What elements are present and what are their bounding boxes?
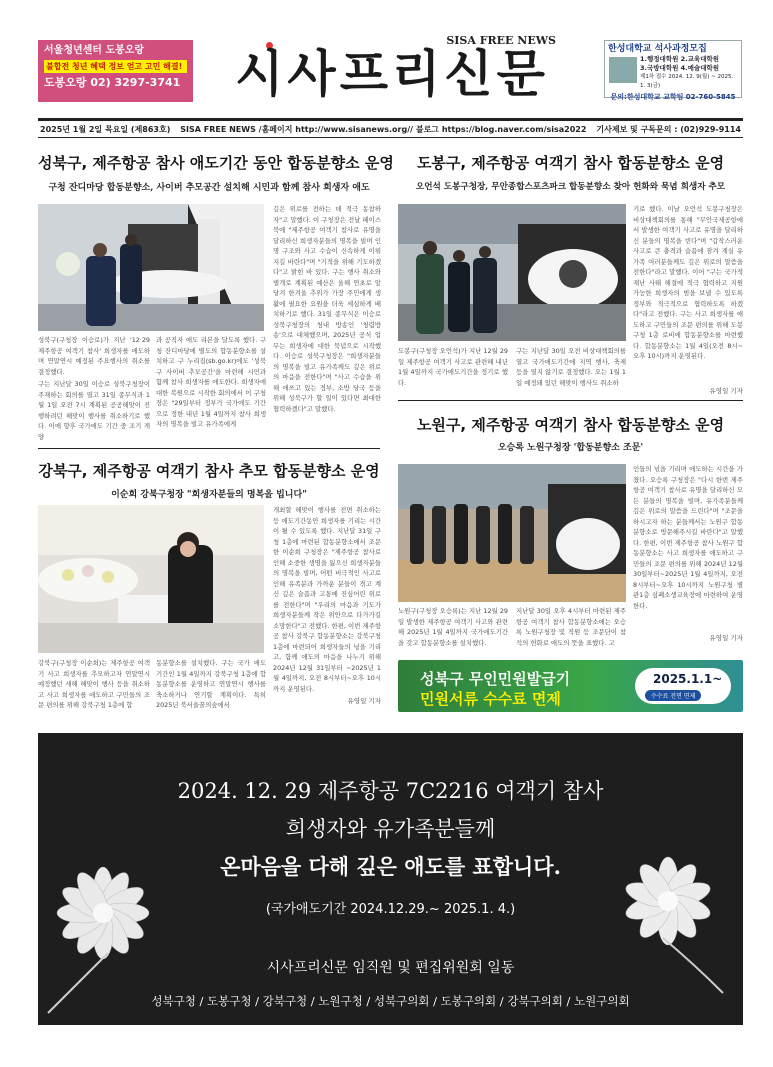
headline-gangbuk[interactable]: 강북구, 제주항공 여객기 참사 추모 합동분향소 운영 xyxy=(38,462,380,480)
article-nowon-col3: 인들의 넋을 기리며 애도하는 시간을 가졌다. 오승록 구청장은 "다시 한번 제주항공 여객기 참사로 유명을 달리하신 모든 분들의 명복을 빌며, 유가족분들께 깊은 위로의 말씀을 드린다"며 "조문을 하시고자 하는 분들께서는 노원구 합동분향소로 방문해주시길 바란다"고 말했다. 한편, 이번 제주항공 참사 노원구 합동분향소는 사고 희생자를 애도하고 구민들의 조문 편의를 위해 2024년 12월 30일부터~2025년 1월 4일까지, 오전 8시부터~오후 10시까지 노원구청 별관1층 심폐소생교육장에 마련하여 운영한다. xyxy=(633,465,743,610)
issue-date: 2025년 1월 2일 목요일 (제863호) xyxy=(40,124,171,134)
condolence-notice xyxy=(38,733,743,1025)
article-nowon-col2: 지난달 30일 오후 4시부터 마련된 제주항공 여객기 참사 합동분향소에는 오승록 노원구청장 및 직원 등 조문단이 참석의 헌화로 애도의 뜻을 표했다. 고 xyxy=(516,607,626,647)
subhead-dobong: 오언석 도봉구청장, 무안종합스포츠파크 합동분향소 찾아 헌화와 묵념 희생자 추모 xyxy=(415,182,726,192)
photo-seongbuk-memorial[interactable] xyxy=(38,204,264,331)
ad-seoul-youth-center[interactable] xyxy=(38,40,193,102)
article-gangbuk-col2: 동분향소를 설치했다. 구는 국가 애도 기간인 1월 4일까지 강북구청 1층에 합동분향소를 운영하고 연말연시 행사를 축소하거나 연기할 계획이다. 특히 2025년 북서울꿈의숲에서 xyxy=(156,659,266,709)
photo-dobong-memorial[interactable] xyxy=(398,204,626,341)
headline-dobong[interactable]: 도봉구, 제주항공 여객기 참사 합동분향소 운영 xyxy=(416,154,725,172)
article-seongbuk-col2: 과 공직자 애도 리본을 달도록 했다. 구청 잔디마당에 별도의 합동분향소를 설치하고 구 누리집(sb.go.kr)에도 '성북구 사이버 추모공간'을 마련해 시민과 함께 참사 희생자를 애도한다. 희생자에 대한 복원으로 시작한 회의에서 이 구청장은 "29일부터 정부가 국가애도 기간으로 정한 내년 1월 4일까지 참사 희생자의 명복을 빌고 유가족에게 xyxy=(156,336,266,428)
condolence-orgs: 성북구청 / 도봉구청 / 강북구청 / 노원구청 / 성북구의회 / 도봉구의회 / 강북구의회 / 노원구의회 xyxy=(151,994,630,1008)
banner-date: 2025.1.1~ xyxy=(653,672,723,686)
article-dobong-col3: 기로 했다. 이날 오언석 도봉구청장은 비상대책회의를 통해 "무안국제공항에서 발생한 여객기 사고로 유명을 달리하신 분들의 명복을 빈다"며 "갑작스러운 사고로 큰 충격과 슬픔에 잠겨 계실 유가족 여러분들께도 깊은 위로의 말씀을 전한다"라고 말했다. 이어 "구는 국가적 재난 사태 해결에 적극 협력하고 지원 가능한 희생자의 범을 보낼 수 있도록 정부와 적극적으로 협력하도록 하겠다"라고 전했다. 구는 사고 희생자를 애도하고 구민들의 조문 편의를 위해 도봉구청 1층 로비에 합동분향소를 마련했다. 합동분향소는 1월 4일(오전 8시~오후 10시)까지 운영된다. xyxy=(633,205,743,360)
chrysanthemum-left-icon xyxy=(38,863,178,1013)
article-dobong-col2: 구는 지난달 30일 오전 비상대책회의를 열고 국가애도기간에 지역 행사, 축제 등을 열지 않기로 결정했다. 오는 1월 1일 예정돼 있던 해맞이 행사도 취소하 xyxy=(516,347,626,387)
masthead[interactable] xyxy=(222,34,562,106)
mourning-period: (국가애도기간 2024.12.29.~ 2025.1. 4.) xyxy=(265,902,516,917)
website-info[interactable]: SISA FREE NEWS /홈페이지 http://www.sisanews.org// 블로그 https://blog.naver.com/sisa2022 xyxy=(180,124,587,134)
masthead-title: 시사프리신문 xyxy=(235,45,549,103)
ad-right-title: 한성대학교 석사과정모집 xyxy=(608,44,707,54)
ad-left-slogan: 불합전 청년 혜택 정보 얻고 고민 해결! xyxy=(44,60,187,73)
photo-nowon-memorial[interactable] xyxy=(398,464,626,602)
ad-left-phone: 도봉오랑 02) 3297-3741 xyxy=(44,76,181,89)
caption-dobong: 도봉구(구청장 오언석)가 지난 12월 29일 제주항공 여객기 사고로 관련해 내년 1월 4일까지 국가애도기간을 정기로 했다. xyxy=(398,347,508,387)
headline-nowon[interactable]: 노원구, 제주항공 여객기 참사 합동분향소 운영 xyxy=(416,416,725,434)
headline-seongbuk[interactable]: 성북구, 제주항공 참사 애도기간 동안 합동분향소 운영 xyxy=(38,154,394,172)
banner-subtitle: 민원서류 수수료 면제 xyxy=(420,690,561,708)
condolence-line3: 온마음을 다해 깊은 애도를 표합니다. xyxy=(220,854,561,879)
byline-gangbuk: 유영일 기자 xyxy=(347,697,381,705)
caption-gangbuk: 강북구(구청장 이순희)는 제주항공 여객기 사고 희생자를 추모하고자 연말연시 예정했던 새해 해맞이 행사 등을 취소하고 사고 희생자를 애도하고 구민들의 조문 편의를 위해 강북구청 1층에 합 xyxy=(38,659,150,709)
banner-title: 성북구 무인민원발급기 xyxy=(420,670,571,688)
masthead-english: SISA FREE NEWS xyxy=(446,34,556,47)
caption-seongbuk: 성북구(구청장 이승로)가 지난 '12·29 제주항공 여객기 참사' 희생자를 애도하며 연말연시 예정된 주요행사의 취소를 결정했다. xyxy=(38,336,150,376)
ad-right-contact: 문의:한성대학교 교학팀 02-760-5845 xyxy=(610,93,736,101)
subhead-seongbuk: 구청 잔디마당 합동분향소, 사이버 추모공간 설치해 시민과 함께 참사 희생자 애도 xyxy=(48,183,370,193)
article-gangbuk-col3: 개최할 해맞이 행사를 전면 취소하는 등 애도기간동안 희생자를 기리는 시간이 될 수 있도록 했다. 지난달 31일 구청 1층에 마련된 합동분향소에서 조문한 이순희 구청장은 "제주항공 참사로 인해 소중한 생명을 잃으신 희생자분들의 명복을 빌며, 어떤 비극적인 사고로 인해 유족분과 가까운 분들이 겪고 계신 깊은 슬픔과 고통에 진심어린 위로를 전한다"며 "우리의 마음과 기도가 희생자분들께 작은 위안으로 다가가길 소망한다"고 전했다. 한편, 이번 제주항공 참사 강북구 합동분향소는 강북구청 1층에 마련되어 희생자들의 넋을 기리고, 함께 애도의 마음을 나누기 위해 2024년 12월 31일부터 ~2025년 1월 4일까지, 오전 8시부터~오후 10시까지 운영된다. xyxy=(273,506,381,693)
condolence-line1: 2024. 12. 29 제주항공 7C2216 여객기 참사 xyxy=(177,779,604,803)
caption-nowon: 노원구(구청장 오승록)는 지난 12월 29일 발생한 제주항공 여객기 사고와 관련해 2025년 1월 4일까지 국가애도기간을 갖고 합동분향소를 설치했다. xyxy=(398,607,508,647)
ad-hansung-university[interactable] xyxy=(604,40,742,101)
banner-tag: 수수료 전면 면제 xyxy=(645,690,701,701)
divider xyxy=(398,400,743,401)
ad-right-line: 제1차 접수 2024. 12. 9(월) ~ 2025. 1. 3(금) xyxy=(640,74,734,89)
ad-right-line: 3.국방대학원 4.예술대학원 xyxy=(640,64,720,72)
dateline-bar xyxy=(38,118,743,138)
subhead-gangbuk: 이순희 강북구청장 "희생자분들의 명복을 빕니다" xyxy=(111,490,307,500)
body-seongbuk-a: 구는 지난달 30일 이승로 성북구청장이 주재하는 회의를 열고 31일 종무식과 1월 1일 오전 7시 계획된 공공해맞이 진행하려던 해맞이 행사를 취소하기로 했다. 이에 향후 국가애도 기간 중 조기 게양 xyxy=(38,380,150,441)
condolence-line2: 희생자와 유가족분들께 xyxy=(285,817,496,841)
ad-left-title: 서울청년센터 도봉오랑 xyxy=(44,45,145,56)
ad-right-line: 1.행정대학원 2.교육대학원 xyxy=(640,55,720,63)
ad-right-photo xyxy=(609,57,637,83)
condolence-sender: 시사프리신문 임직원 및 편집위원회 일동 xyxy=(266,960,515,976)
contact-info: 기사제보 및 구독문의 : (02)929-9114 xyxy=(596,124,741,134)
divider xyxy=(38,448,380,449)
chrysanthemum-right-icon xyxy=(603,853,743,1003)
photo-gangbuk-memorial[interactable] xyxy=(38,505,264,653)
article-seongbuk-col3: 깊은 위로를 전하는 데 적극 동참하자"고 말했다. 이 구청장은 전날 페이스북에 "제주항공 여객기 참사로 유명을 달리하신 희생자분들의 명복을 빌며 인명 구조와 사고 수습이 신속하게 이뤄지길 바란다"며 "기적을 위해 기도하겠다"고 밝힌 바 있다. 구는 행사 취소와 별개로 계획된 예산은 올해 연초로 앞당겨 한겨울 추위가 가장 주민에게 생활에 필요한 요원을 더욱 세심하게 배치하기로 했다. 31일 종무식은 이승로 성북구청장의 청내 방송인 '청렴방송'으로 대체했으며, 2025년 공식 업무는 희생자에 대한 묵념으로 시작했다. 이승로 성북구청장은 "희생자분들의 명복을 빌고 유가족께도 깊은 위로의 마음을 전한다"며 "사고 수습을 위해 애쓰고 있는 정부, 소방 당국 등을 위해 성북구가 할 일이 있다면 최대한 협력하겠다"고 말했다. xyxy=(273,205,381,413)
byline-dobong: 유영일 기자 xyxy=(709,387,743,395)
ad-seongbuk-kiosk-banner[interactable] xyxy=(398,660,743,712)
subhead-nowon: 오승록 노원구청장 '합동분향소 조문' xyxy=(497,443,644,453)
byline-nowon: 유영일 기자 xyxy=(709,634,743,642)
